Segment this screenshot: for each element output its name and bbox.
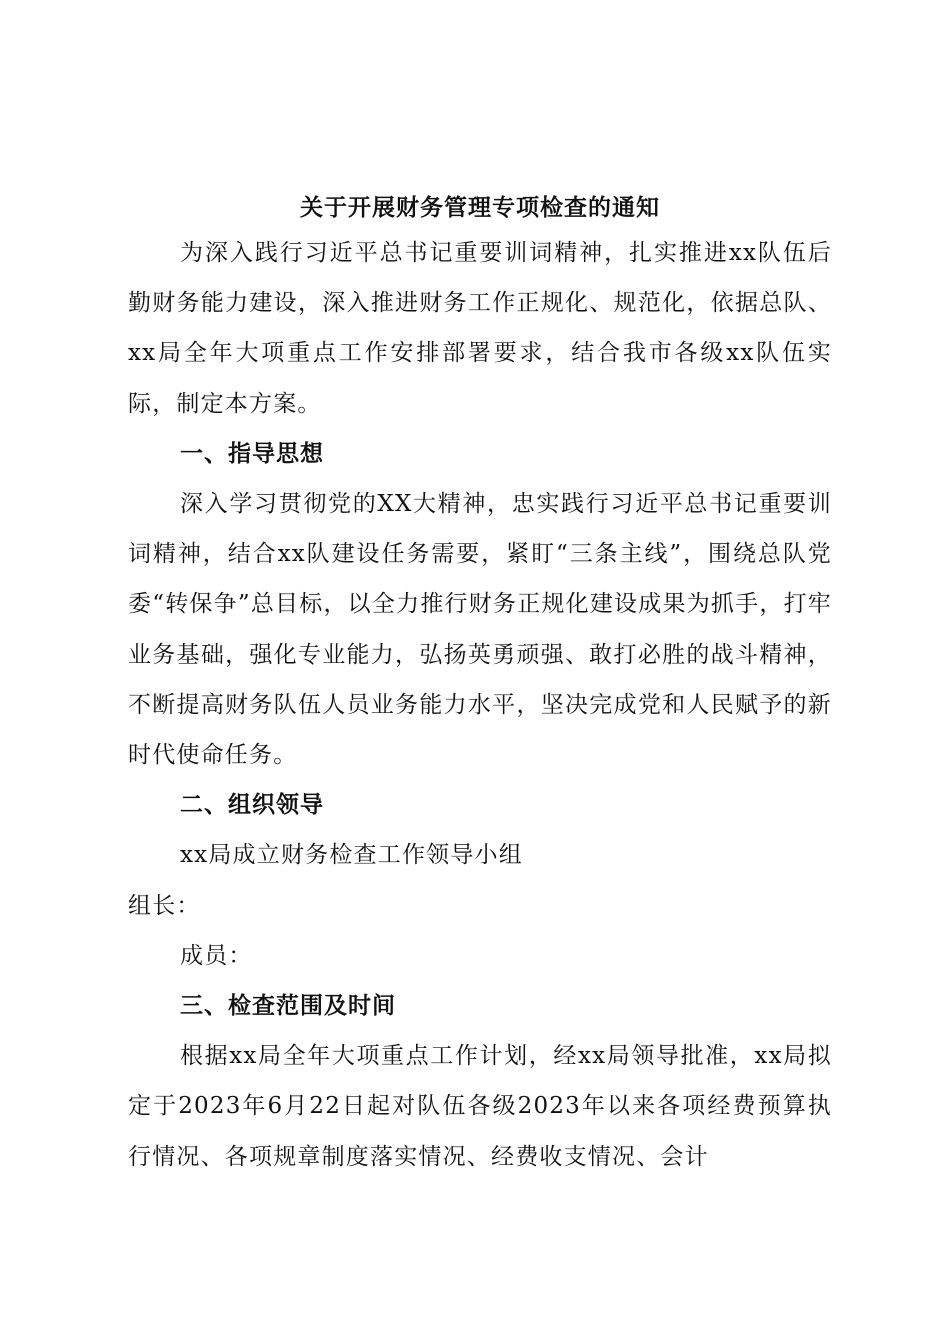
guiding-ideology-paragraph: 深入学习贯彻党的XX大精神，忠实践行习近平总书记重要训词精神，结合xx队建设任务需要，紧盯“三条主线”，围绕总队党委“转保争”总目标，以全力推行财务正规化建设成果为抓手，打牢业务基础，强化专业能力，弘扬英勇顽强、敢打必胜的战斗精神，不断提高财务队伍人员业务能力水平，坚决完成党和人民赋予的新时代使命任务。: [128, 491, 832, 769]
intro-paragraph: 为深入践行习近平总书记重要训词精神，扎实推进xx队伍后勤财务能力建设，深入推进财务工作正规化、规范化，依据总队、xx局全年大项重点工作安排部署要求，结合我市各级xx队伍实际，制定本方案。: [128, 240, 832, 417]
scope-time-paragraph: 根据xx局全年大项重点工作计划，经xx局领导批准，xx局拟定于2023年6月22日起对队伍各级2023年以来各项经费预算执行情况、各项规章制度落实情况、经费收支情况、会计: [128, 1043, 832, 1170]
members-label: 成员：: [180, 942, 253, 969]
leadership-group-line: xx局成立财务检查工作领导小组: [180, 842, 523, 869]
section-heading-scope-time: 三、检查范围及时间: [180, 992, 396, 1020]
document-body: [128, 188, 832, 1182]
section-heading-organization: 二、组织领导: [180, 791, 324, 819]
section-heading-guiding-ideology: 一、指导思想: [180, 439, 324, 467]
leader-label: 组长：: [128, 892, 201, 919]
document-title: 关于开展财务管理专项检查的通知: [300, 194, 660, 221]
